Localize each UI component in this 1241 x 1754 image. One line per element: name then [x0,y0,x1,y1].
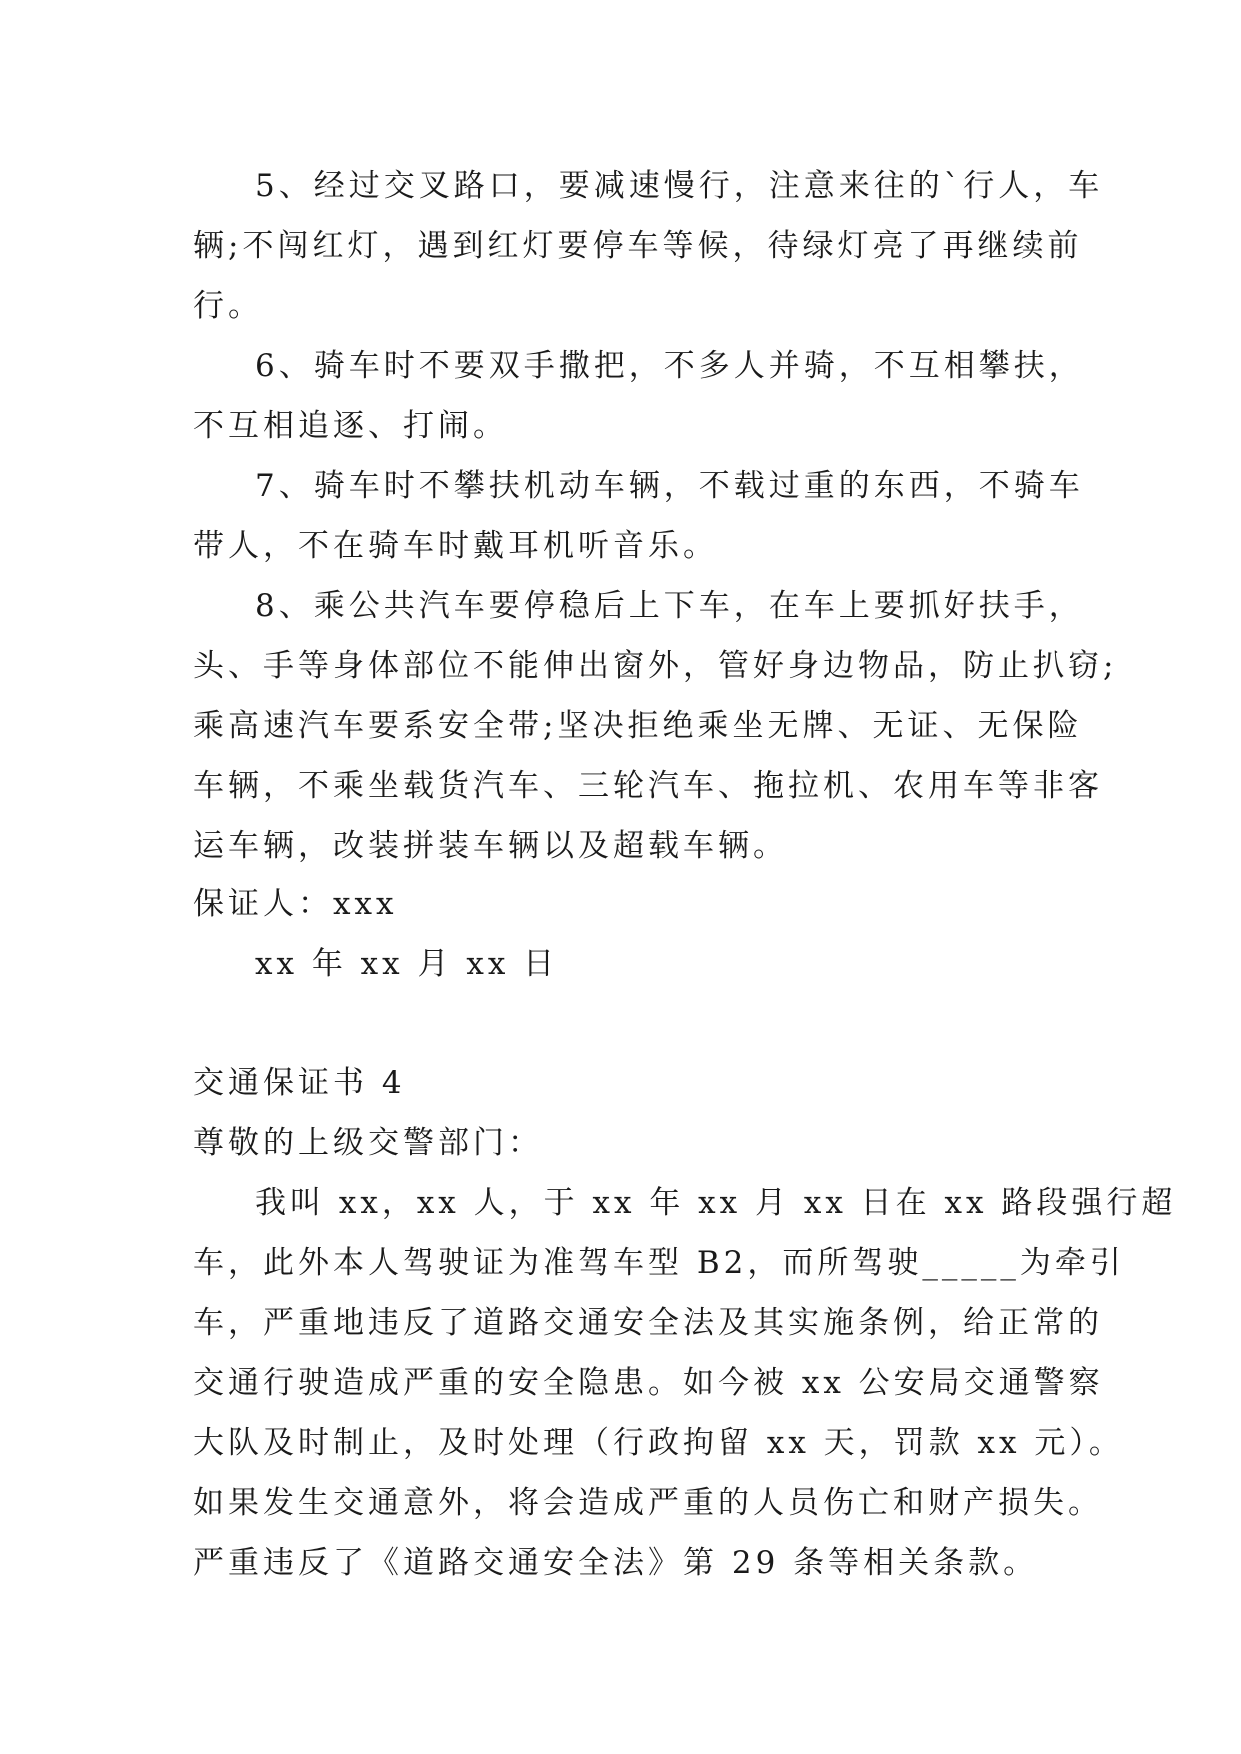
guarantor-line: 保证人：xxx [193,886,398,922]
item5-line-1: 5、经过交叉路口，要减速慢行，注意来往的`行人，车 [255,168,1104,204]
body-line-6: 如果发生交通意外，将会造成严重的人员伤亡和财产损失。 [193,1485,1103,1521]
item7-line-1: 7、骑车时不攀扶机动车辆，不载过重的东西，不骑车 [255,468,1084,504]
item8-line-5: 运车辆，改装拼装车辆以及超载车辆。 [193,828,788,864]
section-title: 交通保证书 4 [193,1065,406,1101]
date-line: xx 年 xx 月 xx 日 [255,946,559,982]
item5-line-3: 行。 [193,288,263,324]
item8-line-1: 8、乘公共汽车要停稳后上下车，在车上要抓好扶手， [255,588,1084,624]
body-line-1: 我叫 xx，xx 人，于 xx 年 xx 月 xx 日在 xx 路段强行超 [255,1185,1177,1221]
body-line-4: 交通行驶造成严重的安全隐患。如今被 xx 公安局交通警察 [193,1365,1104,1401]
salutation: 尊敬的上级交警部门： [193,1125,543,1161]
item8-line-2: 头、手等身体部位不能伸出窗外，管好身边物品，防止扒窃; [193,648,1118,684]
item8-line-4: 车辆，不乘坐载货汽车、三轮汽车、拖拉机、农用车等非客 [193,768,1103,804]
item6-line-1: 6、骑车时不要双手撒把，不多人并骑，不互相攀扶， [255,348,1084,384]
item6-line-2: 不互相追逐、打闹。 [193,408,508,444]
body-line-5: 大队及时制止，及时处理（行政拘留 xx 天，罚款 xx 元）。 [193,1425,1124,1461]
item7-line-2: 带人，不在骑车时戴耳机听音乐。 [193,528,718,564]
item8-line-3: 乘高速汽车要系安全带;坚决拒绝乘坐无牌、无证、无保险 [193,708,1083,744]
item5-line-2: 辆;不闯红灯，遇到红灯要停车等候，待绿灯亮了再继续前 [193,228,1083,264]
body-line-3: 车，严重地违反了道路交通安全法及其实施条例，给正常的 [193,1305,1103,1341]
body-line-7: 严重违反了《道路交通安全法》第 29 条等相关条款。 [193,1545,1039,1581]
body-line-2: 车，此外本人驾驶证为准驾车型 B2，而所驾驶_____为牵引 [193,1245,1125,1281]
